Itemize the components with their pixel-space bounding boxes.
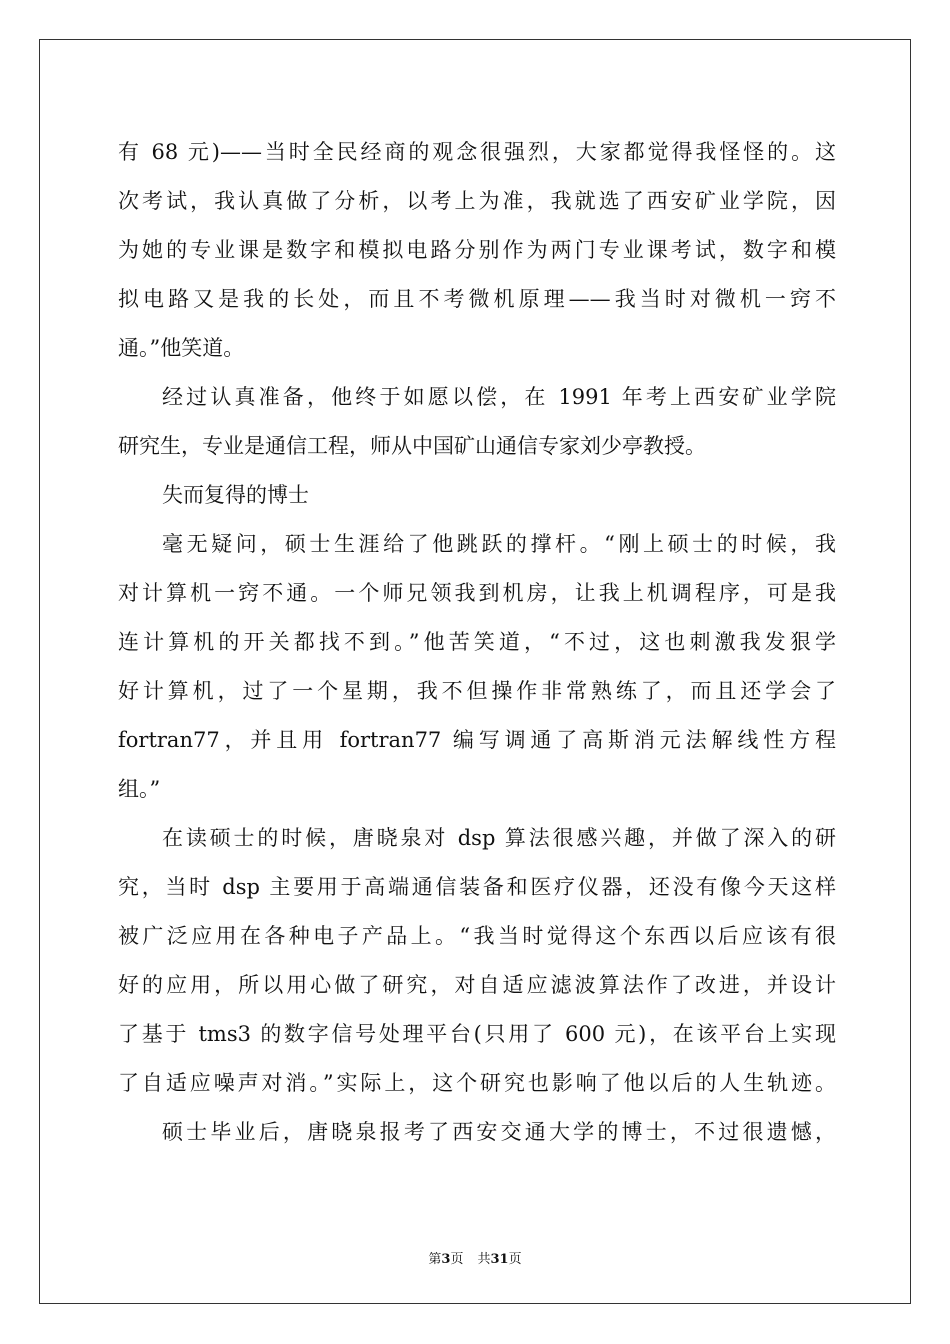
text-line: fortran77，并且用 fortran77 编写调通了高斯消元法解线性方程 (118, 728, 836, 752)
text-line: 毫无疑问，硕士生涯给了他跳跃的撑杆。“刚上硕士的时候，我 (162, 532, 836, 556)
text-line: 硕士毕业后，唐晓泉报考了西安交通大学的博士，不过很遗憾， (162, 1120, 836, 1144)
text-line: 通。”他笑道。 (118, 336, 245, 360)
text-line: 经过认真准备，他终于如愿以偿，在 1991 年考上西安矿业学院 (162, 385, 836, 409)
text-line: 了自适应噪声对消。”实际上，这个研究也影响了他以后的人生轨迹。 (118, 1071, 836, 1095)
text-line: 究，当时 dsp 主要用于高端通信装备和医疗仪器，还没有像今天这样 (118, 875, 836, 899)
text-line: 组。” (118, 777, 161, 801)
document-body (118, 128, 836, 1157)
page-suffix: 页 (450, 1252, 464, 1267)
page-prefix: 第 (428, 1252, 442, 1267)
section-heading: 失而复得的博士 (162, 483, 309, 507)
text-line: 好计算机，过了一个星期，我不但操作非常熟练了，而且还学会了 (118, 679, 836, 703)
text-line: 被广泛应用在各种电子产品上。“我当时觉得这个东西以后应该有很 (118, 924, 836, 948)
text-line: 研究生，专业是通信工程，师从中国矿山通信专家刘少亭教授。 (118, 434, 706, 458)
total-pages: 31 (490, 1252, 509, 1267)
text-line: 了基于 tms3 的数字信号处理平台(只用了 600 元)，在该平台上实现 (118, 1022, 836, 1046)
text-line: 连计算机的开关都找不到。”他苦笑道，“不过，这也刺激我发狠学 (118, 630, 836, 654)
text-line: 次考试，我认真做了分析，以考上为准，我就选了西安矿业学院，因 (118, 189, 836, 213)
total-suffix: 页 (508, 1252, 522, 1267)
page-footer (0, 1248, 950, 1267)
text-line: 好的应用，所以用心做了研究，对自适应滤波算法作了改进，并设计 (118, 973, 836, 997)
text-line: 有 68 元)——当时全民经商的观念很强烈，大家都觉得我怪怪的。这 (118, 140, 836, 164)
text-line: 对计算机一窍不通。一个师兄领我到机房，让我上机调程序，可是我 (118, 581, 836, 605)
text-line: 在读硕士的时候，唐晓泉对 dsp 算法很感兴趣，并做了深入的研 (162, 826, 836, 850)
text-line: 为她的专业课是数字和模拟电路分别作为两门专业课考试，数字和模 (118, 238, 836, 262)
total-prefix: 共 (477, 1252, 491, 1267)
text-line: 拟电路又是我的长处，而且不考微机原理——我当时对微机一窍不 (118, 287, 836, 311)
page-number: 3 (441, 1252, 451, 1267)
